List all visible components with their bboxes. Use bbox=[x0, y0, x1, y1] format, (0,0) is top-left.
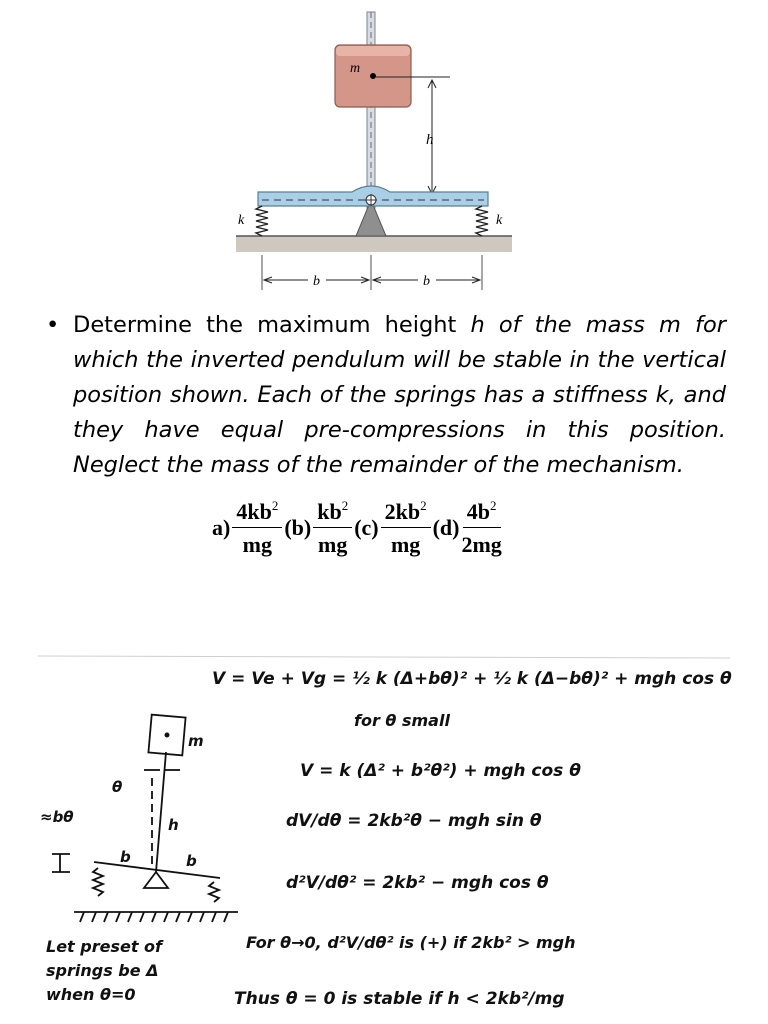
sketch-theta-label: θ bbox=[112, 778, 123, 796]
ground bbox=[236, 236, 512, 252]
height-label: h bbox=[426, 132, 434, 148]
choice-c-label: (c) bbox=[354, 515, 379, 540]
sketch-btheta-label: ≈bθ bbox=[40, 808, 74, 826]
sketch-b-left: b bbox=[120, 848, 131, 866]
bullet: • bbox=[46, 312, 60, 338]
problem-statement bbox=[46, 308, 726, 483]
equation-4: d²V/dθ² = 2kb² − mgh cos θ bbox=[286, 873, 549, 893]
equation-6: Thus θ = 0 is stable if h < 2kb²/mg bbox=[234, 989, 565, 1009]
answer-choices bbox=[212, 498, 504, 558]
spring-right-label: k bbox=[496, 213, 503, 228]
spring-left bbox=[256, 206, 268, 236]
sketch-mass-label: m bbox=[188, 732, 204, 750]
choice-d: $\frac{4b^2}{2mg}$ bbox=[461, 498, 502, 557]
note-line-2: springs be Δ bbox=[46, 961, 159, 980]
mass-label: m bbox=[350, 61, 361, 76]
mass-center-dot bbox=[370, 73, 376, 79]
sketch-b-right: b bbox=[186, 852, 197, 870]
sketch-height-label: h bbox=[168, 816, 179, 834]
note-line-1: Let preset of bbox=[46, 937, 163, 956]
choice-a: $\frac{4kb^2}{mg}$ bbox=[232, 498, 282, 558]
note-line-3: when θ=0 bbox=[46, 985, 136, 1004]
equation-5: For θ→0, d²V/dθ² is (+) if 2kb² > mgh bbox=[246, 933, 576, 952]
choice-a-label: a) bbox=[212, 515, 231, 540]
choice-d-label: (d) bbox=[432, 515, 460, 540]
problem-body: Determine the maximum height h of the mass m for which the inverted pendulum will be stable in the vertical position shown. Each of the springs has a stiffness k, and they have equal pre-compressions in this position. Neglect the mass of the remainder of the mechanism. bbox=[73, 312, 726, 478]
note-theta-small: for θ small bbox=[354, 711, 450, 730]
choice-c: $\frac{2kb^2}{mg}$ bbox=[381, 498, 431, 558]
sketch-mass-dot bbox=[165, 733, 170, 738]
spring-right bbox=[476, 206, 488, 236]
pendulum-rod bbox=[367, 12, 375, 208]
equation-1: V = Ve + Vg = ½ k (Δ+bθ)² + ½ k (Δ−bθ)² + mgh cos θ bbox=[212, 669, 732, 689]
choice-b: $\frac{kb^2}{mg}$ bbox=[313, 498, 352, 558]
pendulum-figure bbox=[0, 0, 768, 300]
spring-left-label: k bbox=[238, 213, 245, 228]
arm-left-label: b bbox=[313, 274, 320, 289]
equation-3: dV/dθ = 2kb²θ − mgh sin θ bbox=[286, 811, 542, 831]
equation-2: V = k (Δ² + b²θ²) + mgh cos θ bbox=[300, 761, 581, 781]
choice-b-label: (b) bbox=[284, 515, 312, 540]
arm-right-label: b bbox=[423, 274, 430, 289]
handwritten-solution bbox=[0, 640, 768, 1024]
solution-sketch bbox=[52, 715, 238, 922]
